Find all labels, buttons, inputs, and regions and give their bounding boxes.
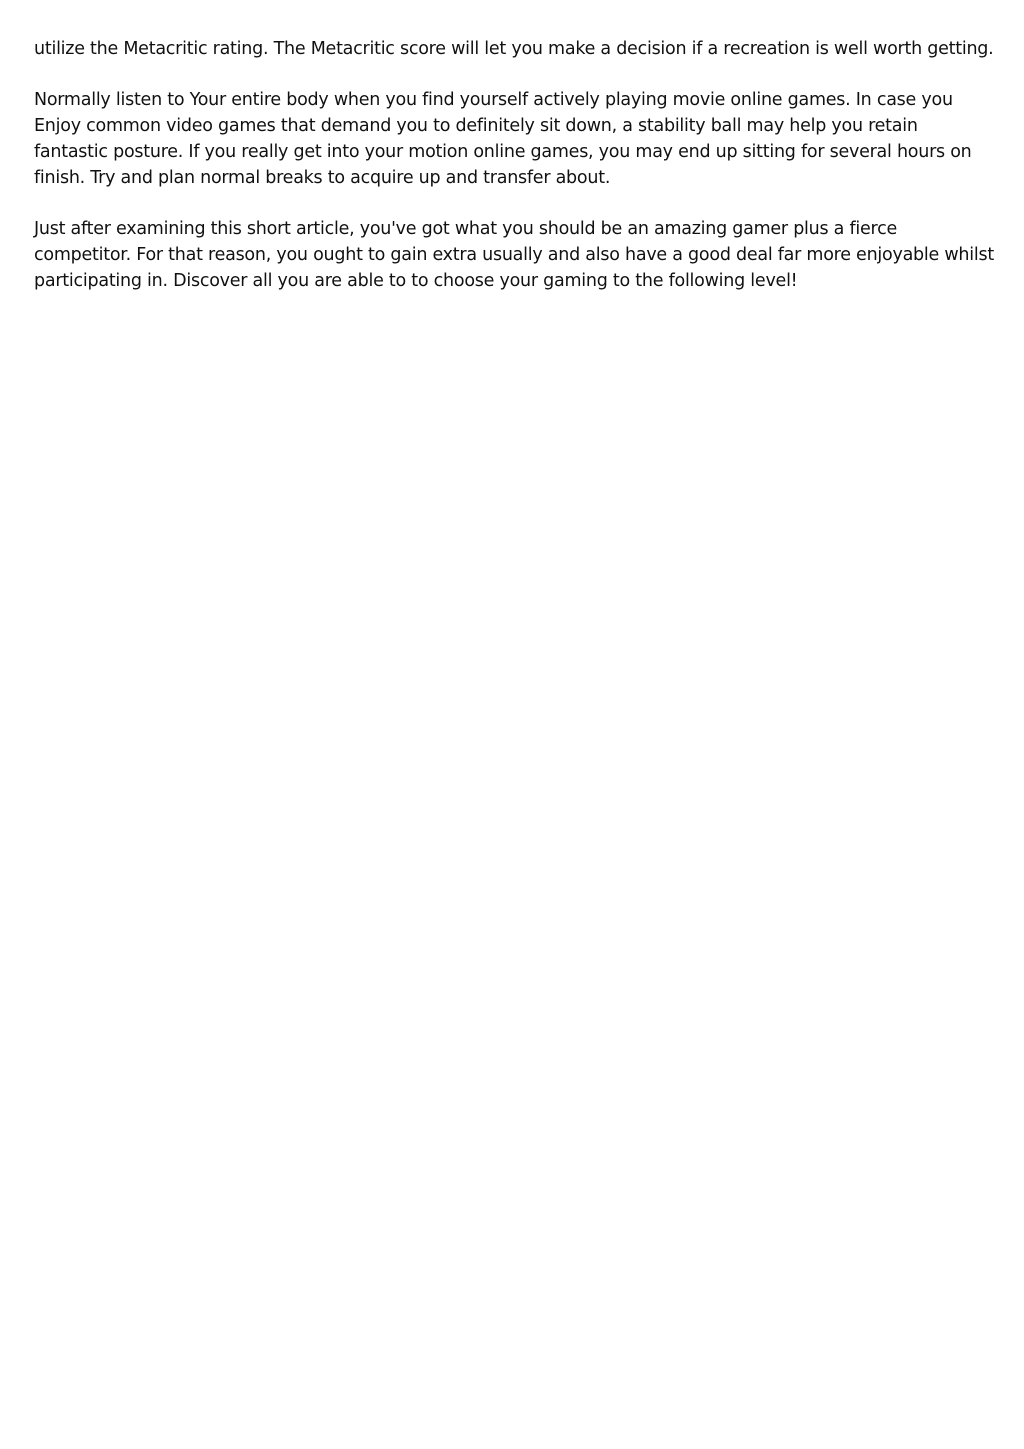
document-body — [34, 36, 994, 319]
paragraph-metacritic: utilize the Metacritic rating. The Metacritic score will let you make a decision if a recreation is well worth getting. — [34, 39, 994, 59]
paragraph-conclusion: Just after examining this short article, you've got what you should be an amazing gamer plus a fierce competitor. For that reason, you ought to gain extra usually and also have a good deal far more enjoyable whilst participating in. Discover all you are able to to choose your gaming to the following level! — [34, 219, 994, 291]
paragraph-listen-to-body: Normally listen to Your entire body when you find yourself actively playing movie online games. In case you Enjoy common video games that demand you to definitely sit down, a stability ball may help you retain fantastic posture. If you really get into your motion online games, you may end up sitting for several hours on finish. Try and plan normal breaks to acquire up and transfer about. — [34, 90, 972, 188]
